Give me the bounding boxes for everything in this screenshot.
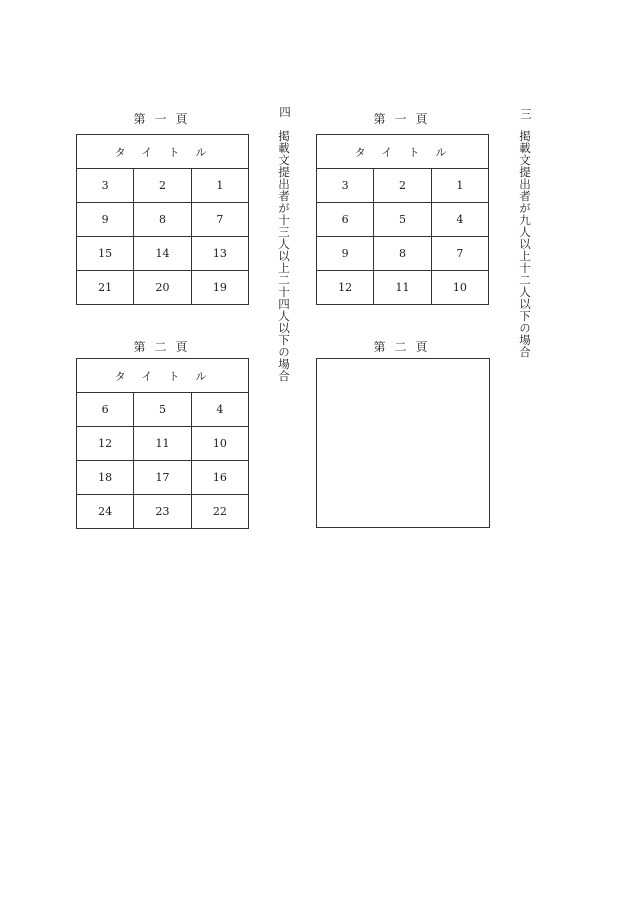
table-row: [317, 271, 489, 305]
table-cell: 19: [191, 271, 248, 305]
table-cell: 4: [431, 203, 488, 237]
section-three-page2-blank-box: [316, 358, 490, 528]
section-three-page1-label: 第一頁: [373, 112, 437, 126]
table-cell: 13: [191, 237, 248, 271]
table-cell: 7: [431, 237, 488, 271]
table-cell: 10: [431, 271, 488, 305]
table-cell: 3: [77, 169, 134, 203]
section-four-number: 四: [278, 106, 292, 118]
table-cell: 8: [134, 203, 191, 237]
table-cell: 6: [317, 203, 374, 237]
section-three-heading: 掲載文提出者が九人以上十二人以下の場合: [518, 130, 532, 358]
table-cell: 12: [317, 271, 374, 305]
table-cell: 7: [191, 203, 248, 237]
section-four-page1-label: 第一頁: [133, 112, 197, 126]
table-row: [77, 271, 249, 305]
table-cell: 6: [77, 393, 134, 427]
table-cell: 9: [77, 203, 134, 237]
table-cell: 4: [191, 393, 248, 427]
table-cell: 12: [77, 427, 134, 461]
table-cell: 11: [134, 427, 191, 461]
table-cell: 11: [374, 271, 431, 305]
table-title: タイトル: [317, 135, 489, 169]
table-cell: 15: [77, 237, 134, 271]
table-row: [77, 393, 249, 427]
table-cell: 21: [77, 271, 134, 305]
table-cell: 5: [134, 393, 191, 427]
table-cell: 1: [191, 169, 248, 203]
table-cell: 8: [374, 237, 431, 271]
table-row: [77, 461, 249, 495]
table-row: [77, 169, 249, 203]
table-cell: 14: [134, 237, 191, 271]
table-cell: 16: [191, 461, 248, 495]
section-four-page1-table: [76, 134, 249, 305]
table-cell: 24: [77, 495, 134, 529]
section-four-page2-label: 第二頁: [133, 340, 197, 354]
table-row: [77, 203, 249, 237]
table-row: [77, 427, 249, 461]
section-three-page2-label: 第二頁: [373, 340, 437, 354]
table-cell: 5: [374, 203, 431, 237]
table-row: [317, 203, 489, 237]
table-cell: 23: [134, 495, 191, 529]
table-cell: 22: [191, 495, 248, 529]
table-title: タイトル: [77, 359, 249, 393]
table-cell: 9: [317, 237, 374, 271]
table-cell: 18: [77, 461, 134, 495]
table-cell: 1: [431, 169, 488, 203]
section-three-number: 三: [519, 108, 533, 120]
table-cell: 20: [134, 271, 191, 305]
section-four-page2-table: [76, 358, 249, 529]
table-title: タイトル: [77, 135, 249, 169]
table-row: [317, 169, 489, 203]
table-row: [317, 237, 489, 271]
table-row: [77, 237, 249, 271]
table-row: [77, 495, 249, 529]
table-cell: 10: [191, 427, 248, 461]
section-four-heading: 掲載文提出者が十三人以上二十四人以下の場合: [277, 130, 291, 382]
section-three-page1-table: [316, 134, 489, 305]
table-cell: 2: [134, 169, 191, 203]
table-cell: 17: [134, 461, 191, 495]
table-cell: 3: [317, 169, 374, 203]
table-cell: 2: [374, 169, 431, 203]
